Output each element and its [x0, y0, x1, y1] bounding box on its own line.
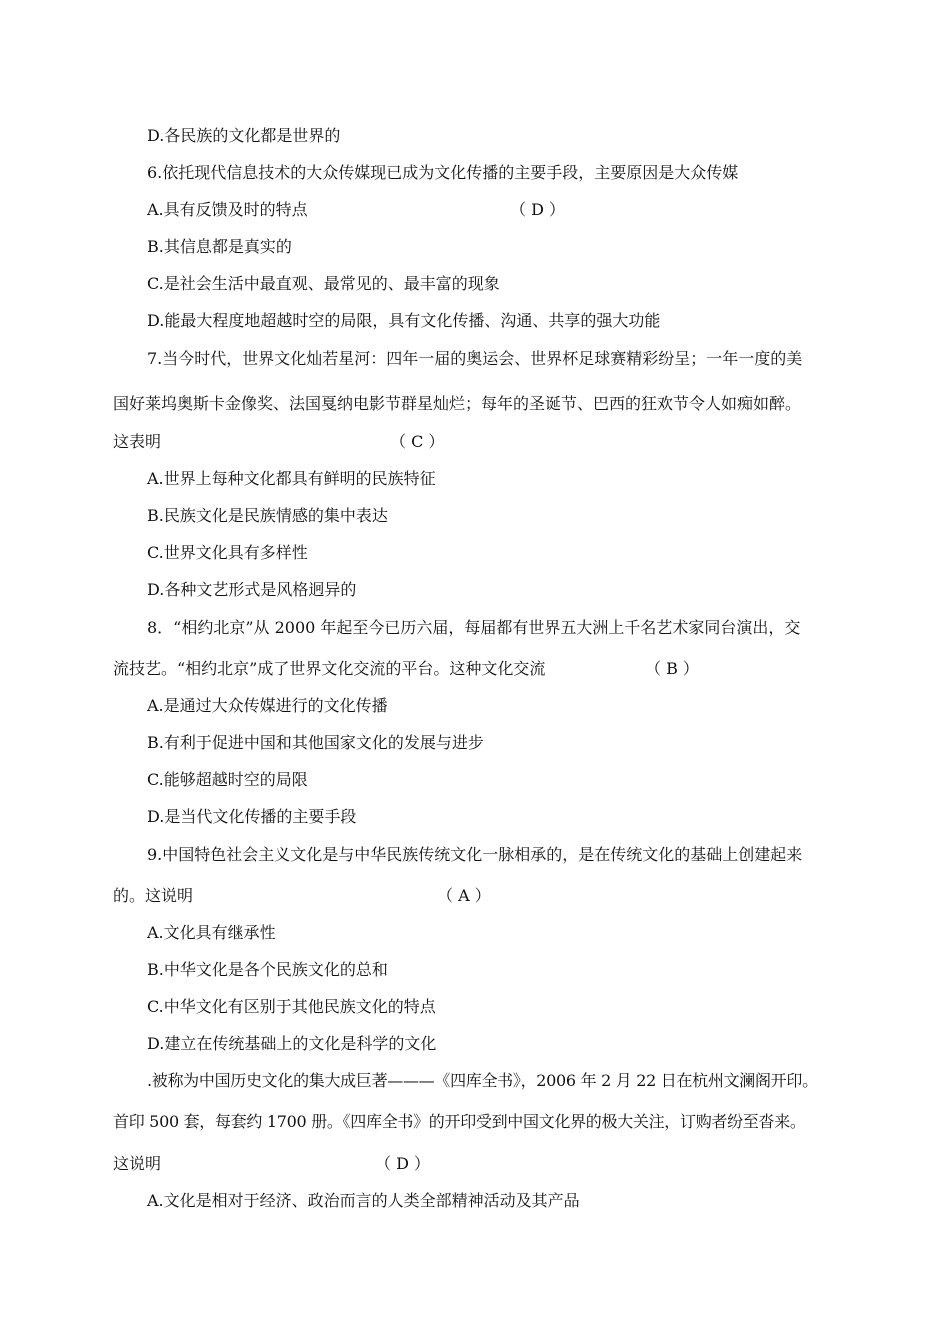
q8-option-c: C.能够超越时空的局限	[147, 770, 308, 789]
q7-stem-line1: 7.当今时代，世界文化灿若星河：四年一届的奥运会、世界杯足球赛精彩纷呈；一年一度的美	[147, 349, 803, 368]
q9-option-d: D.建立在传统基础上的文化是科学的文化	[147, 1034, 437, 1053]
q10-answer: （ D ）	[375, 1154, 431, 1173]
q9-option-c: C.中华文化有区别于其他民族文化的特点	[147, 997, 436, 1016]
q7-option-a: A.世界上每种文化都具有鲜明的民族特征	[147, 469, 436, 488]
q6-stem: 6.依托现代信息技术的大众传媒现已成为文化传播的主要手段，主要原因是大众传媒	[147, 163, 739, 182]
q9-option-b: B.中华文化是各个民族文化的总和	[147, 960, 388, 979]
q7-stem-line3: 这表明	[113, 432, 162, 451]
q8-option-b: B.有利于促进中国和其他国家文化的发展与进步	[147, 733, 484, 752]
q10-option-a: A.文化是相对于经济、政治而言的人类全部精神活动及其产品	[147, 1191, 580, 1210]
q6-option-d: D.能最大程度地超越时空的局限，具有文化传播、沟通、共享的强大功能	[147, 311, 661, 330]
q7-option-c: C.世界文化具有多样性	[147, 543, 308, 562]
q5-option-d: D.各民族的文化都是世界的	[147, 126, 341, 145]
q8-option-a: A.是通过大众传媒进行的文化传播	[147, 696, 388, 715]
q7-answer: （ C ）	[390, 432, 445, 451]
q8-stem-line1: 8．“相约北京”从 2000 年起至今已历六届，每届都有世界五大洲上千名艺术家同台演出，交	[147, 618, 801, 637]
q9-stem-line1: 9.中国特色社会主义文化是与中华民族传统文化一脉相承的，是在传统文化的基础上创建起来	[147, 845, 803, 864]
q6-answer: （ D ）	[510, 200, 566, 219]
q8-stem-line2: 流技艺。“相约北京”成了世界文化交流的平台。这种文化交流	[113, 659, 546, 678]
q6-option-b: B.其信息都是真实的	[147, 237, 292, 256]
q10-stem-line1: .被称为中国历史文化的集大成巨著———《四库全书》，2006 年 2 月 22 日在杭州文澜阁开印。	[147, 1071, 818, 1090]
q6-option-a: A.具有反馈及时的特点	[147, 200, 308, 219]
q6-option-c: C.是社会生活中最直观、最常见的、最丰富的现象	[147, 274, 500, 293]
q9-option-a: A.文化具有继承性	[147, 923, 276, 942]
q7-stem-line2: 国好莱坞奥斯卡金像奖、法国戛纳电影节群星灿烂；每年的圣诞节、巴西的狂欢节令人如痴如醉。	[113, 394, 802, 413]
q7-option-b: B.民族文化是民族情感的集中表达	[147, 506, 388, 525]
q8-option-d: D.是当代文化传播的主要手段	[147, 807, 357, 826]
q10-stem-line2: 首印 500 套，每套约 1700 册。《四库全书》的开印受到中国文化界的极大关注，订购者纷至沓来。	[113, 1112, 806, 1131]
q8-answer: （ B ）	[645, 659, 699, 678]
q9-answer: （ A ）	[437, 886, 491, 905]
q9-stem-line2: 的。这说明	[113, 886, 194, 905]
q7-option-d: D.各种文艺形式是风格迥异的	[147, 580, 357, 599]
q10-stem-line3: 这说明	[113, 1154, 162, 1173]
